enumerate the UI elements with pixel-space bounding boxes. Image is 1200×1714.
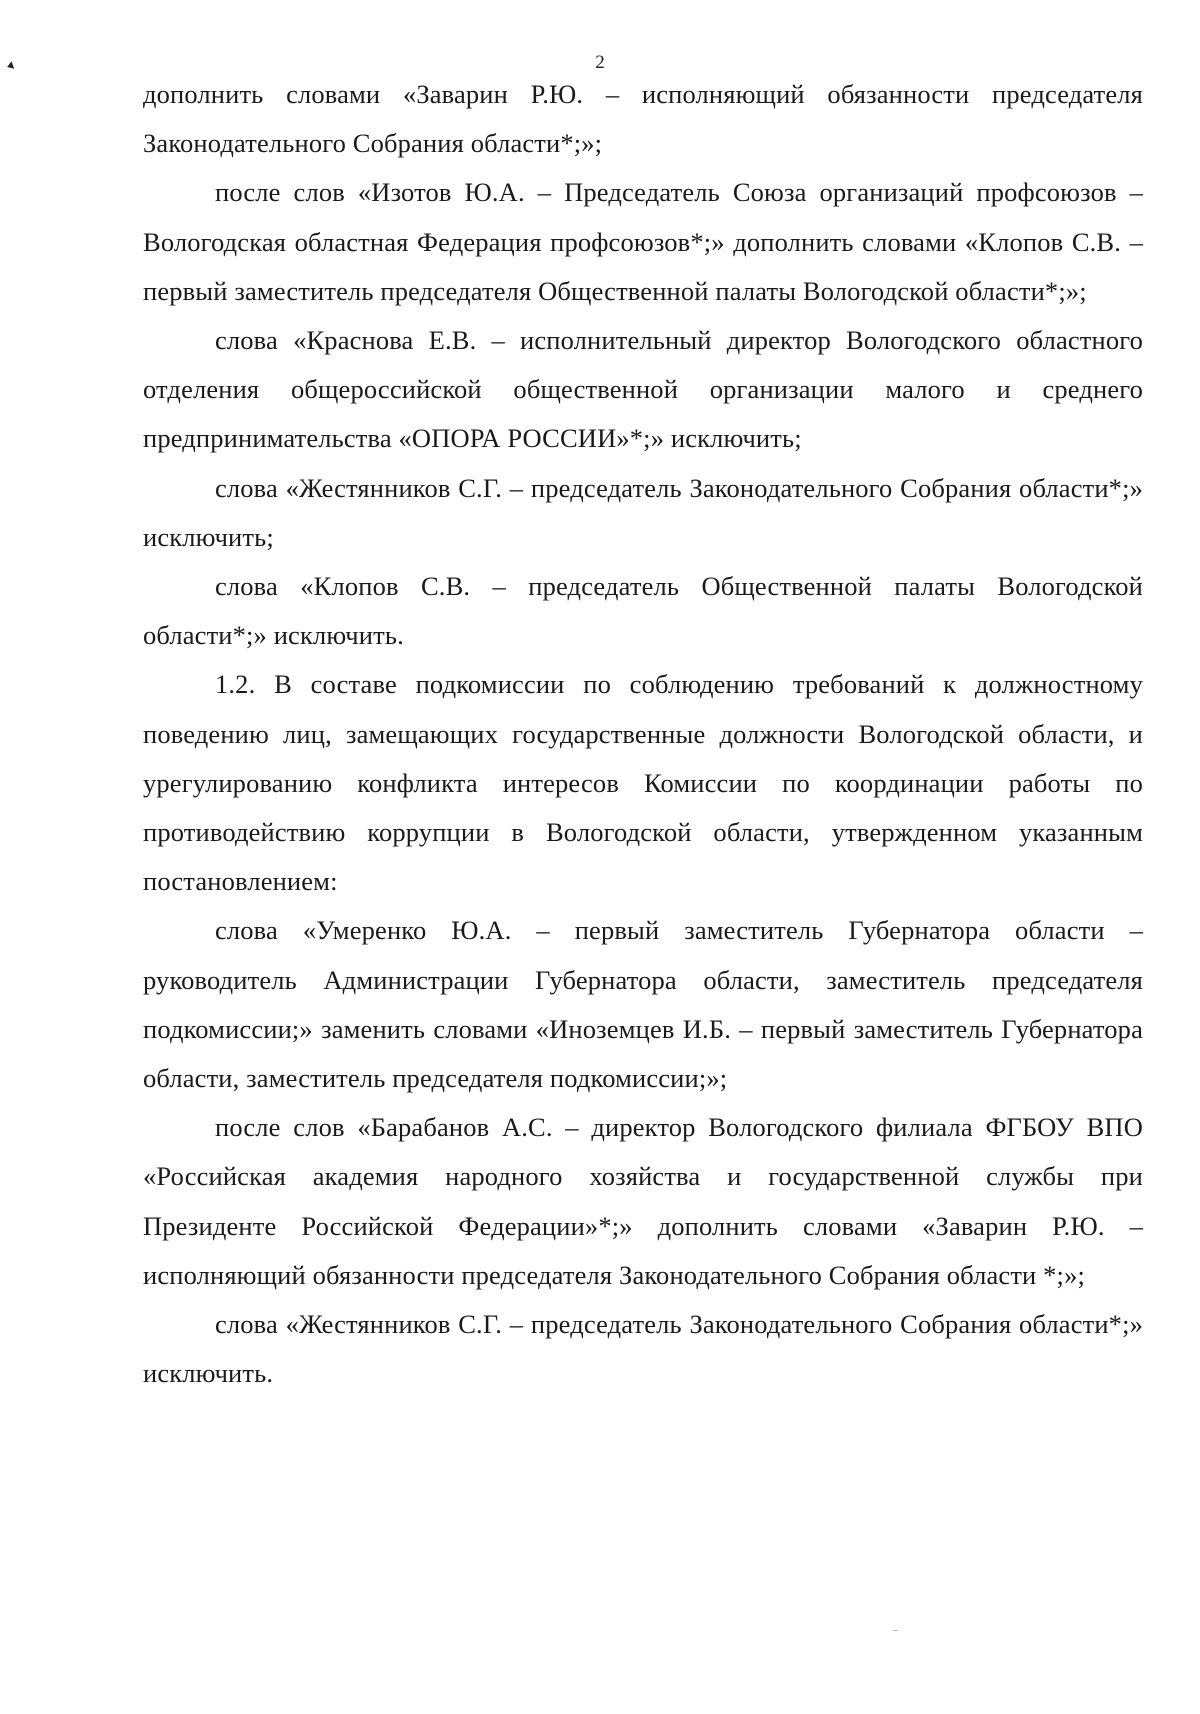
paragraph-barabanov: после слов «Барабанов А.С. – директор Вологодского филиала ФГБОУ ВПО «Российская академия народного хозяйства и государственной службы при Президенте Российской Федерации»*;» дополнить словами «Заварин Р.Ю. – исполняющий обязанности председателя Законодательного Собрания области *;»;: [143, 1112, 1143, 1290]
scan-speck: [893, 1630, 898, 1631]
paragraph-umerenko: слова «Умеренко Ю.А. – первый заместитель Губернатора области – руководитель Администрации Губернатора области, заместитель председателя подкомиссии;» заменить словами «Иноземцев И.Б. – первый заместитель Губернатора области, заместитель председателя подкомиссии;»;: [143, 915, 1143, 1094]
page-number: 2: [595, 52, 605, 73]
paragraph-zhestyannikov-2: слова «Жестянников С.Г. – председатель Законодательного Собрания области*;» исключить.: [143, 1309, 1143, 1389]
paragraph-section-1-2: 1.2. В составе подкомиссии по соблюдению требований к должностному поведению лиц, замещающих государственные должности Вологодской области, и урегулированию конфликта интересов Комиссии по координации работы по противодействию коррупции в Вологодской области, утвержденном указанным постановлением:: [143, 669, 1143, 897]
paragraph-after-izotov: после слов «Изотов Ю.А. – Председатель Союза организаций профсоюзов – Вологодская областная Федерация профсоюзов*;» дополнить словами «Клопов С.В. – первый заместитель председателя Общественной палаты Вологодской области*;»;: [143, 177, 1143, 306]
paragraph-zhestyannikov-1: слова «Жестянников С.Г. – председатель Законодательного Собрания области*;» исключить;: [143, 472, 1143, 552]
paragraph-continuation: дополнить словами «Заварин Р.Ю. – исполняющий обязанности председателя Законодательного Собрания области*;»;: [143, 79, 1143, 159]
paragraph-klopov: слова «Клопов С.В. – председатель Общественной палаты Вологодской области*;» исключить.: [143, 571, 1143, 651]
paragraph-krasnova: слова «Краснова Е.В. – исполнительный директор Вологодского областного отделения общероссийской общественной организации малого и среднего предпринимательства «ОПОРА РОССИИ»*;» исключить;: [143, 325, 1143, 454]
document-body: [143, 70, 1143, 1398]
